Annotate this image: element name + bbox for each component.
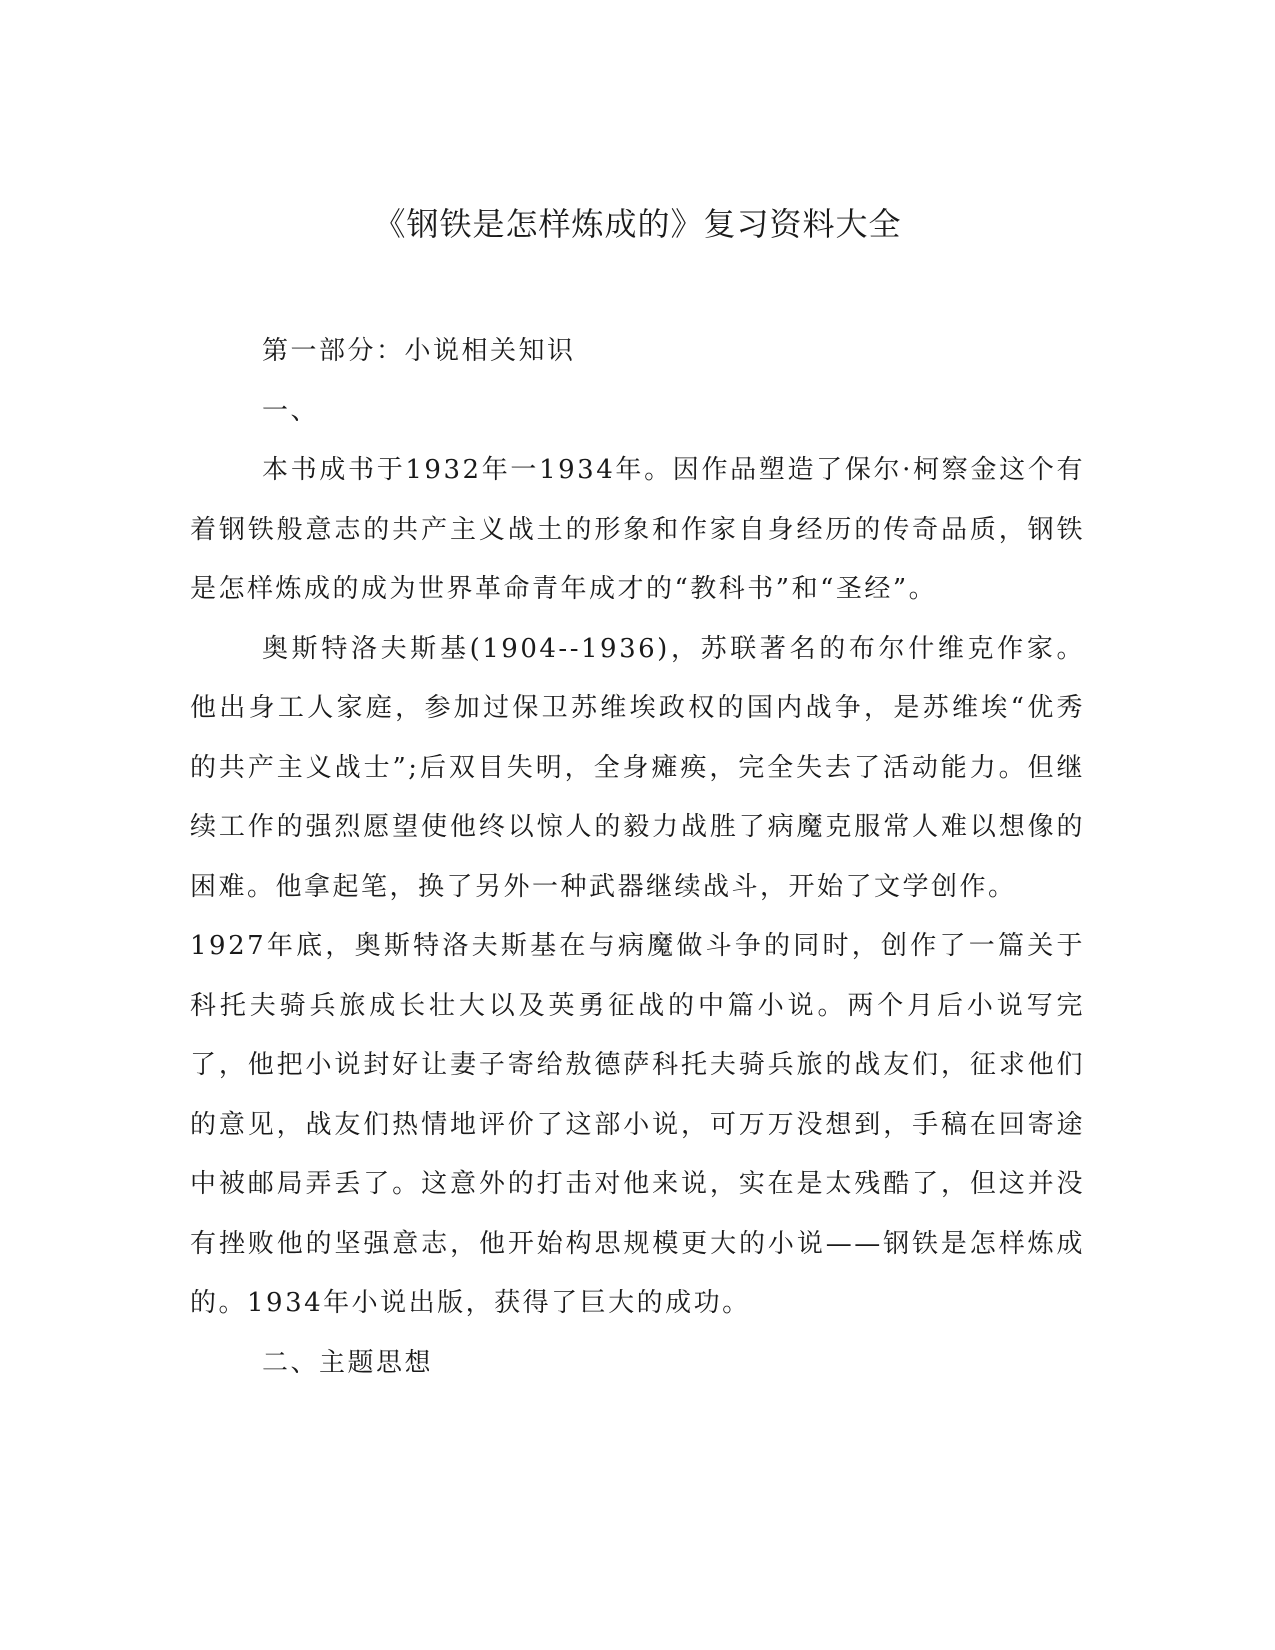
section-heading-theme: 二、主题思想 — [262, 1347, 434, 1378]
paragraph-book-background: 本书成书于1932年一1934年。因作品塑造了保尔·柯察金这个有着钢铁般意志的共产主义战土的形象和作家自身经历的传奇品质，钢铁是怎样炼成的成为世界革命青年成才的“教科书”和“圣经”。 — [190, 455, 1085, 604]
paragraph-author-bio: 奥斯特洛夫斯基(1904--1936)，苏联著名的布尔什维克作家。他出身工人家庭，参加过保卫苏维埃政权的国内战争，是苏维埃“优秀的共产主义战士”;后双目失明，全身瘫痪，完全失去了活动能力。但继续工作的强烈愿望使他终以惊人的毅力战胜了病魔克服常人难以想像的困难。他拿起笔，换了另外一种武器继续战斗，开始了文学创作。 — [190, 633, 1085, 902]
section-heading-part-one: 第一部分：小说相关知识 — [262, 336, 576, 366]
document-body — [190, 322, 1085, 1393]
document-title: 《钢铁是怎样炼成的》复习资料大全 — [373, 205, 902, 243]
paragraph-writing-history: 1927年底，奥斯特洛夫斯基在与病魔做斗争的同时，创作了一篇关于科托夫骑兵旅成长壮大以及英勇征战的中篇小说。两个月后小说写完了，他把小说封好让妻子寄给敖德萨科托夫骑兵旅的战友们，征求他们的意见，战友们热情地评价了这部小说，可万万没想到，手稿在回寄途中被邮局弄丢了。这意外的打击对他来说，实在是太残酷了，但这并没有挫败他的坚强意志，他开始构思规模更大的小说——钢铁是怎样炼成的。1934年小说出版，获得了巨大的成功。 — [190, 931, 1085, 1318]
section-number-one: 一、 — [262, 395, 320, 426]
